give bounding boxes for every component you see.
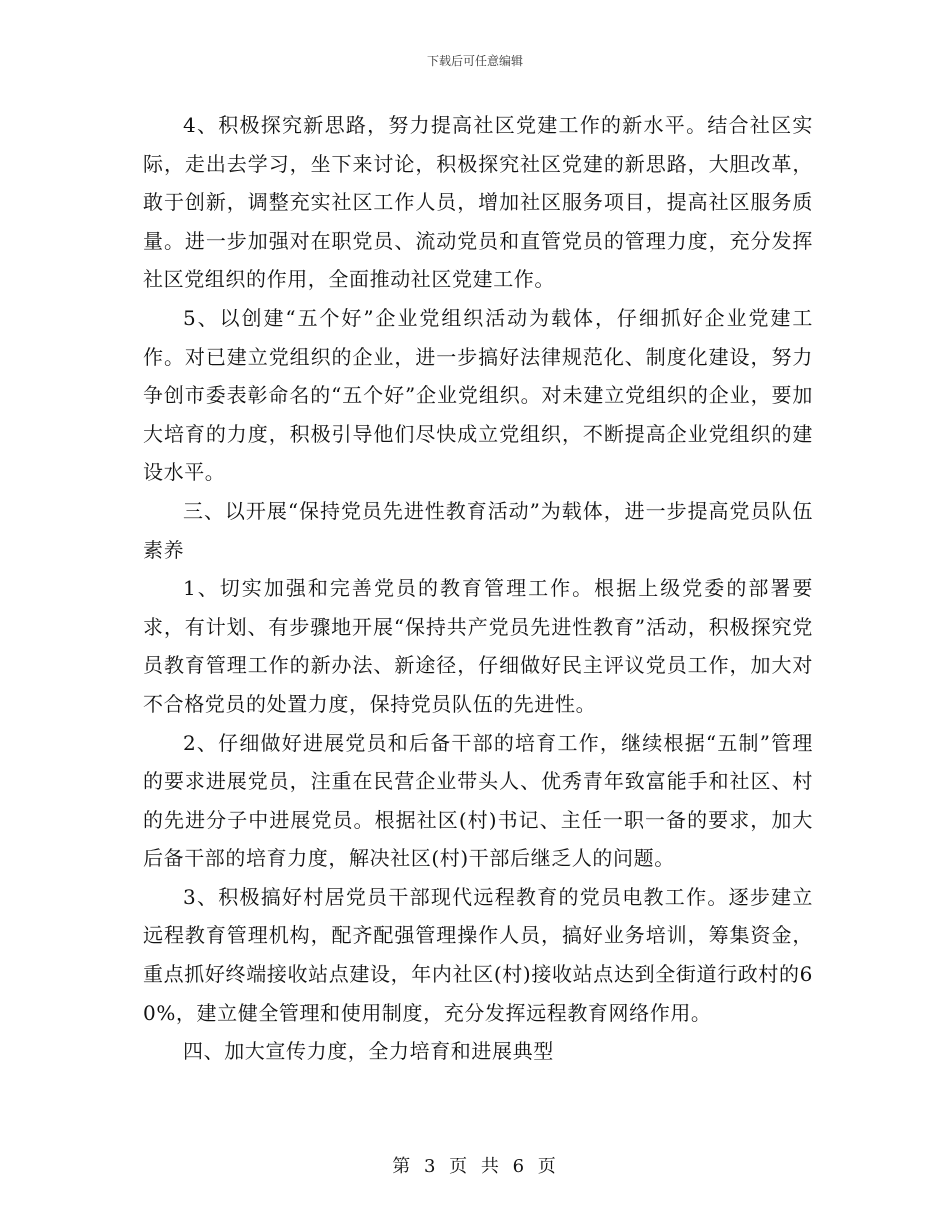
paragraph-member-education: 1、切实加强和完善党员的教育管理工作。根据上级党委的部署要求，有计划、有步骤地开展“保持共产党员先进性教育”活动，积极探究党员教育管理工作的新办法、新途径，仔细做好民主评议党员工作，加大对不合格党员的处置力度，保持党员队伍的先进性。 — [143, 576, 813, 716]
section-heading-four: 四、加大宣传力度，全力培育和进展典型 — [183, 1039, 554, 1064]
section-heading-three: 三、以开展“保持党员先进性教育活动”为载体，进一步提高党员队伍素养 — [143, 498, 813, 562]
document-body — [143, 106, 813, 1071]
paragraph-community-party-building: 4、积极探究新思路，努力提高社区党建工作的新水平。结合社区实际，走出去学习，坐下来讨论，积极探究社区党建的新思路，大胆改革，敢于创新，调整充实社区工作人员，增加社区服务项目，提高社区服务质量。进一步加强对在职党员、流动党员和直管党员的管理力度，充分发挥社区党组织的作用，全面推动社区党建工作。 — [143, 113, 813, 292]
paragraph-remote-education: 3、积极搞好村居党员干部现代远程教育的党员电教工作。逐步建立远程教育管理机构，配齐配强管理操作人员，搞好业务培训，筹集资金，重点抓好终端接收站点建设，年内社区(村)接收站点达到全街道行政村的60%，建立健全管理和使用制度，充分发挥远程教育网络作用。 — [143, 884, 813, 1025]
paragraph-member-development: 2、仔细做好进展党员和后备干部的培育工作，继续根据“五制”管理的要求进展党员，注重在民营企业带头人、优秀青年致富能手和社区、村的先进分子中进展党员。根据社区(村)书记、主任一职一备的要求，加大后备干部的培育力度，解决社区(村)干部后继乏人的问题。 — [143, 730, 813, 871]
page-number: 第 3 页 共 6 页 — [392, 1156, 558, 1177]
page-header-note: 下载后可任意编辑 — [426, 54, 523, 68]
paragraph-enterprise-party-organization: 5、以创建“五个好”企业党组织活动为载体，仔细抓好企业党建工作。对已建立党组织的企业，进一步搞好法律规范化、制度化建设，努力争创市委表彰命名的“五个好”企业党组织。对未建立党组织的企业，要加大培育的力度，积极引导他们尽快成立党组织，不断提高企业党组织的建设水平。 — [143, 305, 813, 485]
